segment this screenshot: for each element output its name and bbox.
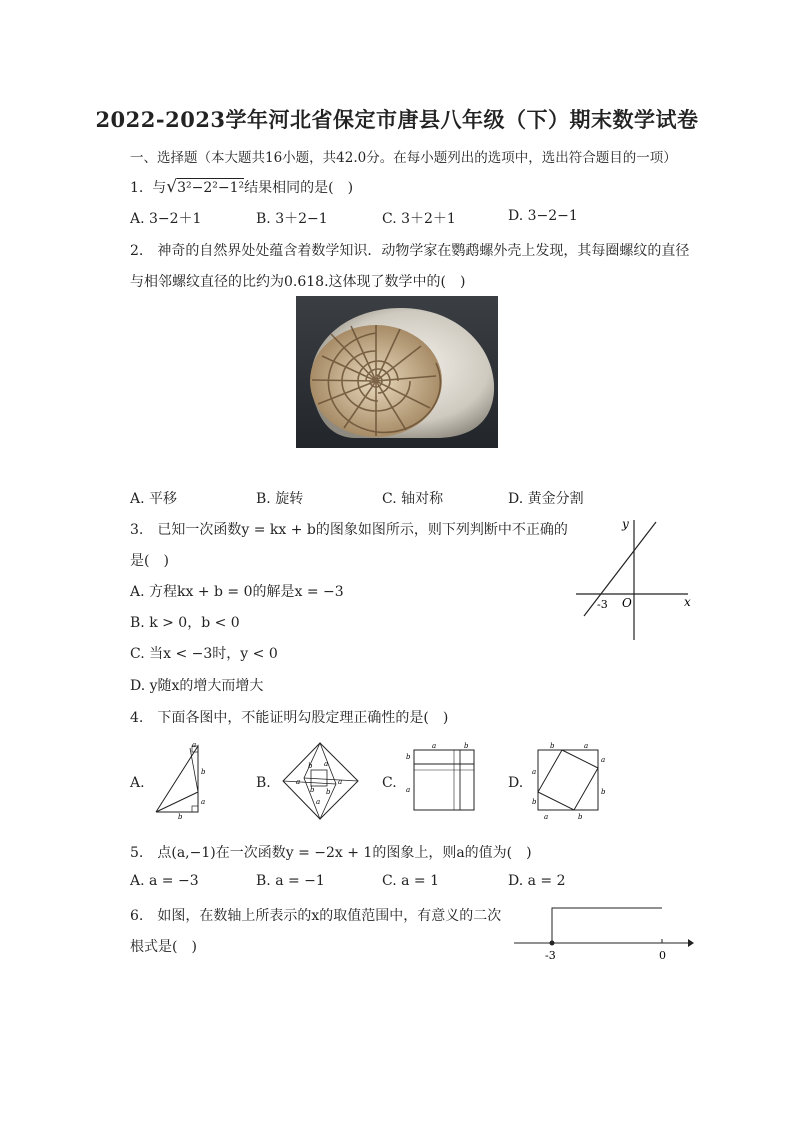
q1-suffix: 结果相同的是( )	[244, 180, 354, 196]
q2-line-2: 与相邻螺纹直径的比约为0.618.这体现了数学中的( )	[130, 274, 466, 290]
svg-text:a: a	[192, 741, 197, 749]
section-header: 一、选择题（本大题共16小题，共42.0分。在每小题列出的选项中，选出符合题目的一项）	[130, 150, 677, 166]
q4-figure-d	[528, 738, 608, 822]
q3-line-2: 是( )	[130, 553, 169, 569]
x-intercept-label: -3	[597, 598, 608, 611]
label-zero: 0	[659, 949, 666, 962]
q5-option-a: A. a = −3	[130, 873, 199, 889]
q4-figure-b	[280, 740, 362, 822]
svg-text:b: b	[326, 788, 331, 796]
svg-text:a: a	[406, 786, 411, 794]
svg-text:b: b	[310, 786, 315, 794]
q4-figure-a	[150, 740, 216, 820]
svg-text:b: b	[532, 798, 537, 806]
q4-label-a: A.	[130, 775, 145, 791]
y-axis-label: y	[622, 517, 629, 531]
q3-option-b: B. k > 0，b < 0	[130, 615, 240, 631]
q3-option-d: D. y随x的增大而增大	[130, 678, 264, 694]
q1-option-b: B. 3＋2−1	[256, 211, 328, 227]
q1-prefix: 与	[152, 180, 167, 196]
arrow-right-icon	[688, 939, 694, 947]
question-1	[130, 177, 353, 197]
q1-option-a: A. 3−2＋1	[130, 211, 202, 227]
q3-option-a: A. 方程kx + b = 0的解是x = −3	[130, 584, 344, 600]
q1-number: 1.	[130, 180, 144, 196]
q6-number-line	[512, 900, 694, 964]
svg-text:b: b	[550, 742, 555, 750]
label-neg3: -3	[545, 949, 556, 962]
range-bracket	[552, 908, 662, 943]
svg-text:b: b	[578, 813, 583, 821]
page-title: 2022-2023学年河北省保定市唐县八年级（下）期末数学试卷	[95, 107, 699, 132]
svg-text:b: b	[406, 753, 411, 761]
svg-text:a: a	[432, 742, 437, 750]
svg-text:b: b	[178, 813, 183, 820]
svg-text:b: b	[201, 768, 206, 776]
svg-text:a: a	[601, 756, 606, 764]
sqrt-symbol: √	[166, 177, 178, 197]
svg-text:b: b	[308, 762, 313, 770]
svg-text:a: a	[532, 768, 537, 776]
svg-text:b: b	[464, 742, 469, 750]
q3-line-1: 3. 已知一次函数y = kx + b的图象如图所示，则下列判断中不正确的	[130, 522, 568, 538]
q5-option-b: B. a = −1	[256, 873, 325, 889]
q4-text: 4. 下面各图中，不能证明勾股定理正确性的是( )	[130, 710, 449, 726]
svg-text:a: a	[324, 760, 329, 768]
svg-text:b: b	[601, 788, 606, 796]
q3-option-c: C. 当x < −3时，y < 0	[130, 646, 278, 662]
svg-text:a: a	[201, 798, 206, 806]
q1-radicand: 3²−2²−1²	[177, 180, 245, 196]
q1-option-d: D. 3−2−1	[508, 208, 578, 224]
svg-text:a: a	[338, 778, 343, 786]
q4-label-c: C.	[382, 775, 397, 791]
q2-line-1: 2. 神奇的自然界处处蕴含着数学知识．动物学家在鹦鹉螺外壳上发现，其每圈螺纹的直径	[130, 243, 690, 259]
q6-line-2: 根式是( )	[130, 939, 197, 955]
svg-text:a: a	[316, 798, 321, 806]
q4-label-d: D.	[508, 775, 524, 791]
q2-option-b: B. 旋转	[256, 491, 304, 507]
q5-option-d: D. a = 2	[508, 873, 566, 889]
function-line	[584, 522, 656, 616]
origin-label: O	[622, 596, 632, 610]
q3-linear-function-graph	[570, 512, 694, 644]
q6-line-1: 6. 如图，在数轴上所表示的x的取值范围中，有意义的二次	[130, 908, 502, 924]
svg-text:a: a	[296, 778, 301, 786]
q1-option-c: C. 3＋2＋1	[382, 211, 456, 227]
nautilus-shell-image	[296, 296, 498, 448]
q5-text: 5. 点(a,−1)在一次函数y = −2x + 1的图象上，则a的值为( )	[130, 845, 532, 861]
x-axis-label: x	[684, 595, 691, 609]
q5-option-c: C. a = 1	[382, 873, 439, 889]
q2-option-a: A. 平移	[130, 491, 178, 507]
svg-text:a: a	[544, 813, 549, 821]
closed-point	[550, 941, 555, 946]
svg-text:a: a	[584, 742, 589, 750]
q4-figure-c	[402, 740, 478, 816]
q2-option-d: D. 黄金分割	[508, 491, 584, 507]
q2-option-c: C. 轴对称	[382, 491, 444, 507]
q4-label-b: B.	[256, 775, 271, 791]
